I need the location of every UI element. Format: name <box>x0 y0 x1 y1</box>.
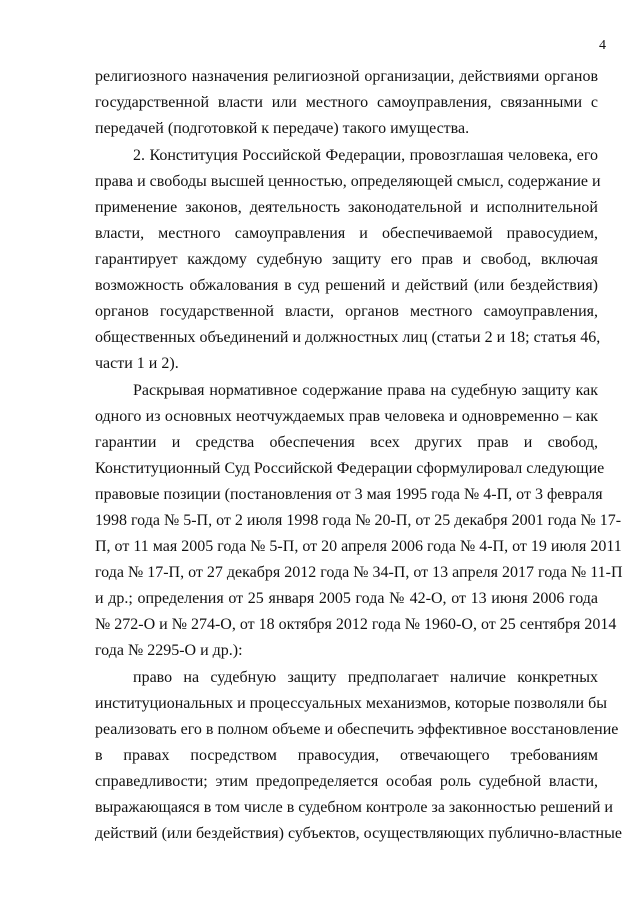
text-line: религиозного назначения религиозной организации, действиями органов <box>95 68 598 85</box>
text-line: справедливости; этим предопределяется особая роль судебной власти, <box>95 773 598 790</box>
text-line: институциональных и процессуальных механизмов, которые позволяли бы <box>95 695 607 712</box>
text-line: Конституционный Суд Российской Федерации сформулировал следующие <box>95 460 605 477</box>
text-line: правовые позиции (постановления от 3 мая 1995 года № 4-П, от 3 февраля <box>95 486 603 503</box>
text-line: органов государственной власти, органов местного самоуправления, <box>95 303 598 320</box>
text-line: 2. Конституция Российской Федерации, провозглашая человека, его <box>133 147 598 164</box>
text-line: применение законов, деятельность законодательной и исполнительной <box>95 199 598 216</box>
text-line: 1998 года № 5-П, от 2 июля 1998 года № 20-П, от 25 декабря 2001 года № 17- <box>95 512 622 529</box>
text-line: гарантии и средства обеспечения всех других прав и свобод, <box>95 434 598 451</box>
text-line: года № 17-П, от 27 декабря 2012 года № 34-П, от 13 апреля 2017 года № 11-П <box>95 564 623 581</box>
text-line: года № 2295-О и др.): <box>95 642 243 659</box>
text-line: власти, местного самоуправления и обеспечиваемой правосудием, <box>95 225 598 242</box>
text-line: выражающаяся в том числе в судебном контроле за законностью решений и <box>95 799 613 816</box>
text-line: реализовать его в полном объеме и обеспечить эффективное восстановление <box>95 721 619 738</box>
text-line: действий (или бездействия) субъектов, осуществляющих публично-властные <box>95 825 622 842</box>
text-line: гарантирует каждому судебную защиту его прав и свобод, включая <box>95 251 598 268</box>
text-line: государственной власти или местного самоуправления, связанными с <box>95 94 598 111</box>
text-line: одного из основных неотчуждаемых прав человека и одновременно – как <box>95 408 598 425</box>
text-line: право на судебную защиту предполагает наличие конкретных <box>133 669 598 686</box>
text-line: П, от 11 мая 2005 года № 5-П, от 20 апреля 2006 года № 4-П, от 19 июля 2011 <box>95 538 622 555</box>
text-line: общественных объединений и должностных лиц (статьи 2 и 18; статья 46, <box>95 329 601 346</box>
text-line: возможность обжалования в суд решений и действий (или бездействия) <box>95 277 598 294</box>
text-line: в правах посредством правосудия, отвечающего требованиям <box>95 747 598 764</box>
text-line: № 272-О и № 274-О, от 18 октября 2012 года № 1960-О, от 25 сентября 2014 <box>95 616 617 633</box>
text-line: передачей (подготовкой к передаче) такого имущества. <box>95 120 470 137</box>
text-line: и др.; определения от 25 января 2005 года № 42-О, от 13 июня 2006 года <box>95 590 598 607</box>
page-number: 4 <box>599 38 606 53</box>
text-line: Раскрывая нормативное содержание права на судебную защиту как <box>133 382 598 399</box>
text-line: права и свободы высшей ценностью, определяющей смысл, содержание и <box>95 173 601 190</box>
text-line: части 1 и 2). <box>95 355 179 372</box>
